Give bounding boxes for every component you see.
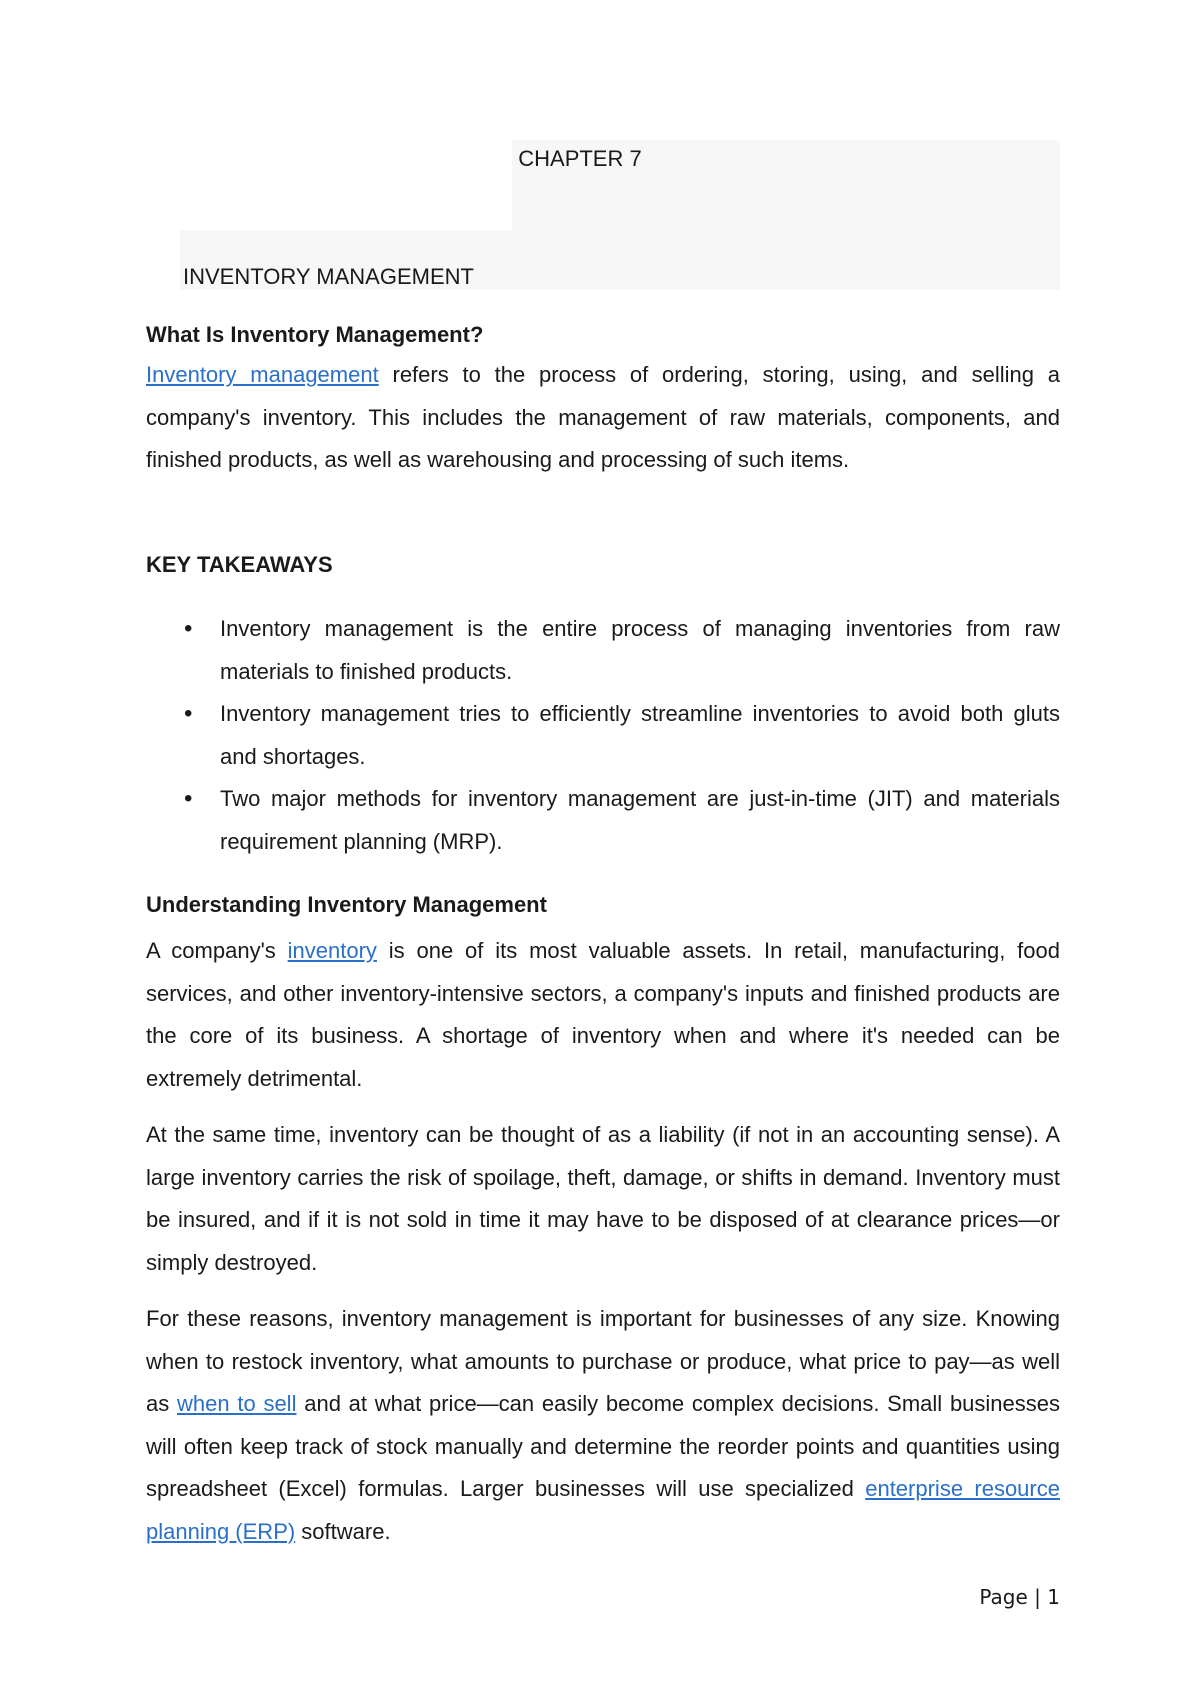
chapter-heading: [0, 146, 1160, 172]
paragraph: [146, 1298, 1060, 1553]
paragraph-text: software.: [295, 1518, 391, 1544]
paragraph: [146, 930, 1060, 1100]
page-number: Page | 1: [979, 1585, 1060, 1609]
paragraph-text: For these reasons, inventory management is important for businesses of any size. Knowing when to restock inventory, what amounts to purchase or produce, what price to pay—as well as: [146, 1306, 1060, 1416]
section-key-takeaways: [146, 550, 1060, 863]
section-what-is: [146, 320, 1060, 482]
link-inventory-management[interactable]: Inventory management: [146, 362, 379, 387]
section-heading: KEY TAKEAWAYS: [146, 552, 333, 577]
takeaways-list: [146, 608, 1060, 863]
section-understanding: [146, 890, 1060, 1553]
section-heading: What Is Inventory Management?: [146, 322, 484, 347]
list-item: • Inventory management tries to efficiently streamline inventories to avoid both gluts and shortages.: [146, 693, 1060, 778]
paragraph: At the same time, inventory can be thought of as a liability (if not in an accounting sense). A large inventory carries the risk of spoilage, theft, damage, or shifts in demand. Inventory must be insured, and if it is not sold in time it may have to be disposed of at clearance prices—or simply destroyed.: [146, 1122, 1060, 1275]
link-inventory[interactable]: inventory: [287, 938, 377, 963]
link-erp[interactable]: enterprise resource planning (ERP): [146, 1476, 1060, 1544]
paragraph-text: is one of its most valuable assets. In retail, manufacturing, food services, and other inventory-intensive sectors, a company's inputs and finished products are the core of its business. A shortage of inventory when and where it's needed can be extremely detrimental.: [146, 938, 1060, 1091]
paragraph: [146, 354, 1060, 482]
paragraph-text: and at what price—can easily become complex decisions. Small businesses will often keep track of stock manually and determine the reorder points and quantities using spreadsheet (Excel) formulas. Larger businesses will use specialized: [146, 1391, 1061, 1501]
paragraph-text: refers to the process of ordering, storing, using, and selling a company's inventory. This includes the management of raw materials, components, and finished products, as well as warehousing and processing of such items.: [146, 362, 1060, 472]
list-item: • Two major methods for inventory management are just-in-time (JIT) and materials requirement planning (MRP).: [146, 778, 1060, 863]
page-title: INVENTORY MANAGEMENT: [183, 264, 474, 289]
chapter-label: CHAPTER 7: [518, 146, 642, 171]
link-when-to-sell[interactable]: when to sell: [177, 1391, 297, 1416]
paragraph-text: A company's: [146, 938, 288, 963]
list-item: • Inventory management is the entire process of managing inventories from raw materials to finished products.: [146, 608, 1060, 693]
section-heading: Understanding Inventory Management: [146, 892, 547, 917]
